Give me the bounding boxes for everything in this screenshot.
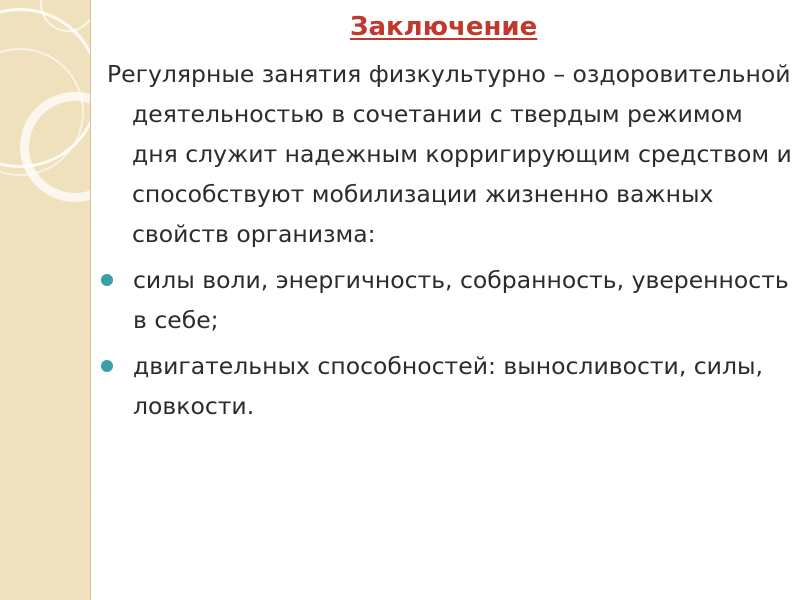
- bullet-dot-icon: [101, 360, 113, 372]
- slide-body: [97, 54, 792, 432]
- intro-paragraph: [97, 54, 792, 254]
- bullet-text: силы воли, энергичность, собранность, уверенность в себе;: [133, 266, 789, 334]
- list-item: [97, 260, 792, 340]
- decorative-side-band: [0, 0, 91, 600]
- slide-title: Заключение: [350, 12, 538, 42]
- bullet-text: двигательных способностей: выносливости, силы, ловкости.: [133, 352, 764, 420]
- intro-text: Регулярные занятия физкультурно – оздоровительной деятельностью в сочетании с твердым режимом дня служит надежным корригирующим средством и способствуют мобилизации жизненно важных свойств организма:: [107, 60, 792, 248]
- bullet-list: [97, 260, 792, 426]
- list-item: [97, 346, 792, 426]
- bullet-dot-icon: [101, 274, 113, 286]
